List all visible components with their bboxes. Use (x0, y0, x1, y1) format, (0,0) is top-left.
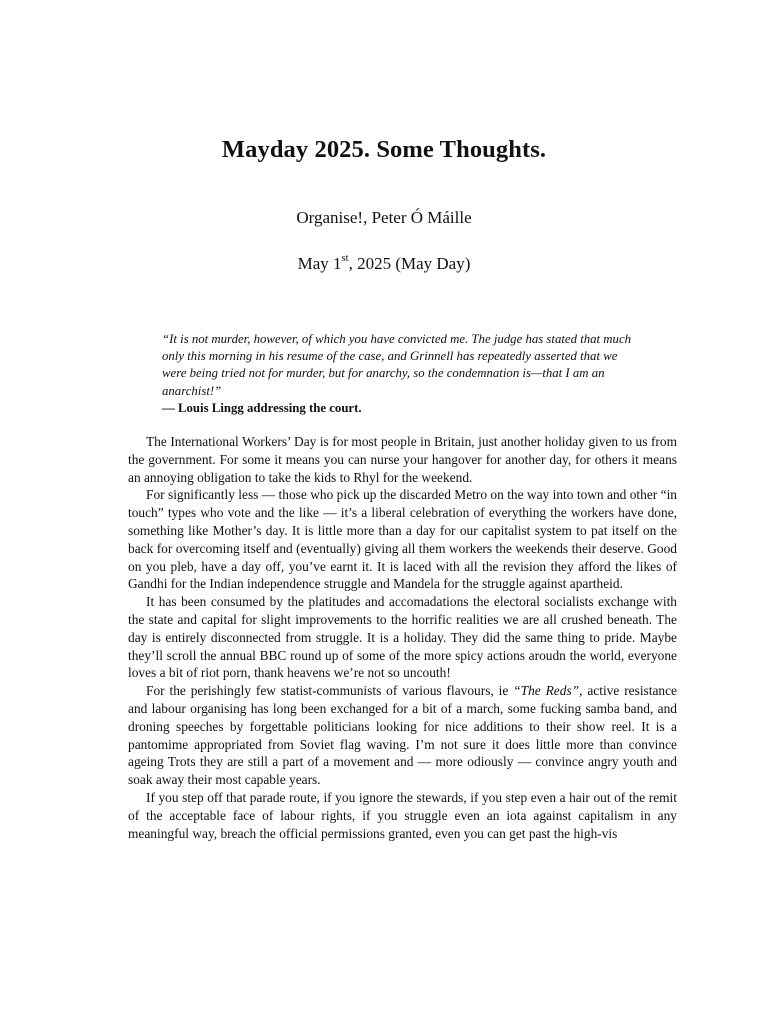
date-superscript: st (341, 253, 349, 265)
paragraph: For significantly less — those who pick up the discarded Metro on the way into town and other “in touch” types who vote and the like — it’s a liberal celebration of everything the workers have done, something like Mother’s day. It is little more than a day for our capitalist system to pat itself on the back for overcoming itself and (eventually) giving all them workers the weekends their deserve. Good on you pleb, have a day off, you’ve earnt it. It is laced with all the revision they afford the likes of Gandhi for the Indian independence struggle and Mandela for the struggle against apartheid. (128, 487, 677, 592)
document-title: Mayday 2025. Some Thoughts. (221, 136, 547, 163)
paragraph-text-before: For the perishingly few statist-communists of various flavours, ie (146, 683, 514, 699)
date-prefix: May 1 (297, 254, 342, 273)
paragraph: The International Workers’ Day is for most people in Britain, just another holiday given to us from the government. For some it means you can nurse your hangover for another day, for others it means an annoying obligation to take the kids to Rhyl for the weekend. (128, 434, 677, 485)
document-author: Organise!, Peter Ó Máille (296, 208, 472, 227)
epigraph-attribution: — Louis Lingg addressing the court. (162, 400, 362, 415)
epigraph (162, 331, 644, 417)
paragraph: If you step off that parade route, if you ignore the stewards, if you step even a hair out of the remit of the acceptable face of labour rights, if you struggle even an iota against capitalism in any meaningful way, breach the official permissions granted, even you can get past the high-vis (128, 789, 677, 841)
paragraph (128, 682, 677, 789)
epigraph-quote: “It is not murder, however, of which you have convicted me. The judge has stated that much only this morning in his resume of the case, and Grinnell has repeatedly asserted that we were being tried not for murder, but for anarchy, so the condemnation is—that I am an anarchist!” (162, 332, 632, 398)
body-text (128, 433, 677, 842)
document-date (0, 254, 768, 274)
date-suffix: , 2025 (May Day) (348, 254, 471, 273)
paragraph-text-after: , active resistance and labour organising has long been exchanged for a bit of a march, some fucking samba band, and droning speeches by forgettable politicians looking for nice additions to their show reel. It is a pantomime appropriated from Soviet flag waving. I’m not sure it does little more than convince ageing Trots they are still a part of a movement and — more odiously — convince angry youth and soak away their most capable years. (128, 683, 677, 788)
paragraph-italic-phrase: “The Reds” (513, 683, 580, 699)
paragraph: It has been consumed by the platitudes and accomadations the electoral socialists exchange with the state and capital for slight improvements to the horrific realities we are all crushed beneath. The day is entirely disconnected from struggle. It is a holiday. They did the same thing to pride. Maybe they’ll scroll the annual BBC round up of some of the more spicy actions aroudn the world, everyone loves a bit of riot porn, thank heavens we’re not so uncouth! (128, 594, 677, 681)
